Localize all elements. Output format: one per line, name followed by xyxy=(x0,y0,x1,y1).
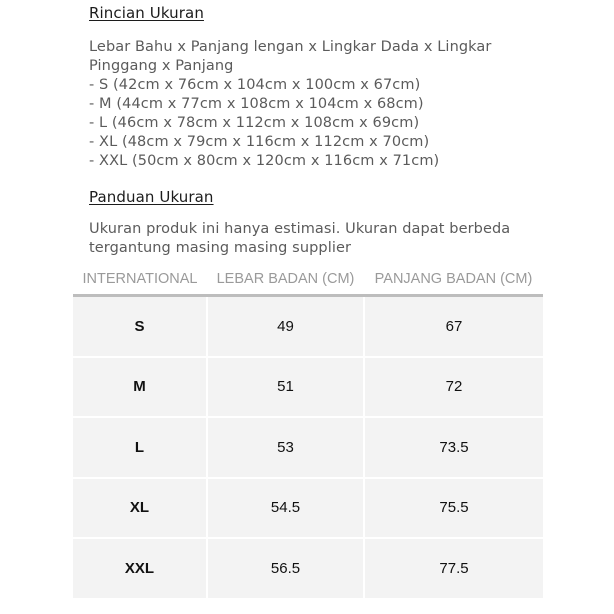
table-row xyxy=(73,357,543,418)
size-cell: M xyxy=(73,357,207,418)
lebar-cell: 54.5 xyxy=(207,478,364,539)
size-chart-table xyxy=(73,264,543,600)
panjang-cell: 72 xyxy=(364,357,543,418)
spec-line: - S (42cm x 76cm x 104cm x 100cm x 67cm) xyxy=(89,77,421,93)
size-details-text xyxy=(89,38,549,171)
lebar-cell: 49 xyxy=(207,296,364,357)
spec-line: Lebar Bahu x Panjang lengan x Lingkar Dada x Lingkar xyxy=(89,39,492,55)
panjang-cell: 75.5 xyxy=(364,478,543,539)
lebar-cell: 53 xyxy=(207,417,364,478)
spec-line: - M (44cm x 77cm x 108cm x 104cm x 68cm) xyxy=(89,96,424,112)
header-lebar-badan: LEBAR BADAN (CM) xyxy=(207,264,364,296)
rincian-ukuran-heading: Rincian Ukuran xyxy=(89,4,204,22)
lebar-cell: 51 xyxy=(207,357,364,418)
table-header-row xyxy=(73,264,543,296)
panjang-cell: 77.5 xyxy=(364,538,543,599)
size-cell: L xyxy=(73,417,207,478)
spec-line: Pinggang x Panjang xyxy=(89,58,234,74)
table-row xyxy=(73,296,543,357)
panjang-cell: 73.5 xyxy=(364,417,543,478)
size-cell: XXL xyxy=(73,538,207,599)
header-international: INTERNATIONAL xyxy=(73,264,207,296)
panduan-ukuran-heading: Panduan Ukuran xyxy=(89,188,214,206)
panjang-cell: 67 xyxy=(364,296,543,357)
table-row xyxy=(73,478,543,539)
table-row xyxy=(73,417,543,478)
size-guide-note xyxy=(89,220,529,258)
size-cell: XL xyxy=(73,478,207,539)
size-cell: S xyxy=(73,296,207,357)
spec-line: - XL (48cm x 79cm x 116cm x 112cm x 70cm) xyxy=(89,134,430,150)
lebar-cell: 56.5 xyxy=(207,538,364,599)
note-line: Ukuran produk ini hanya estimasi. Ukuran dapat berbeda xyxy=(89,221,511,237)
spec-line: - XXL (50cm x 80cm x 120cm x 116cm x 71cm) xyxy=(89,153,440,169)
table-row xyxy=(73,538,543,599)
note-line: tergantung masing masing supplier xyxy=(89,240,352,256)
spec-line: - L (46cm x 78cm x 112cm x 108cm x 69cm) xyxy=(89,115,420,131)
header-panjang-badan: PANJANG BADAN (CM) xyxy=(364,264,543,296)
